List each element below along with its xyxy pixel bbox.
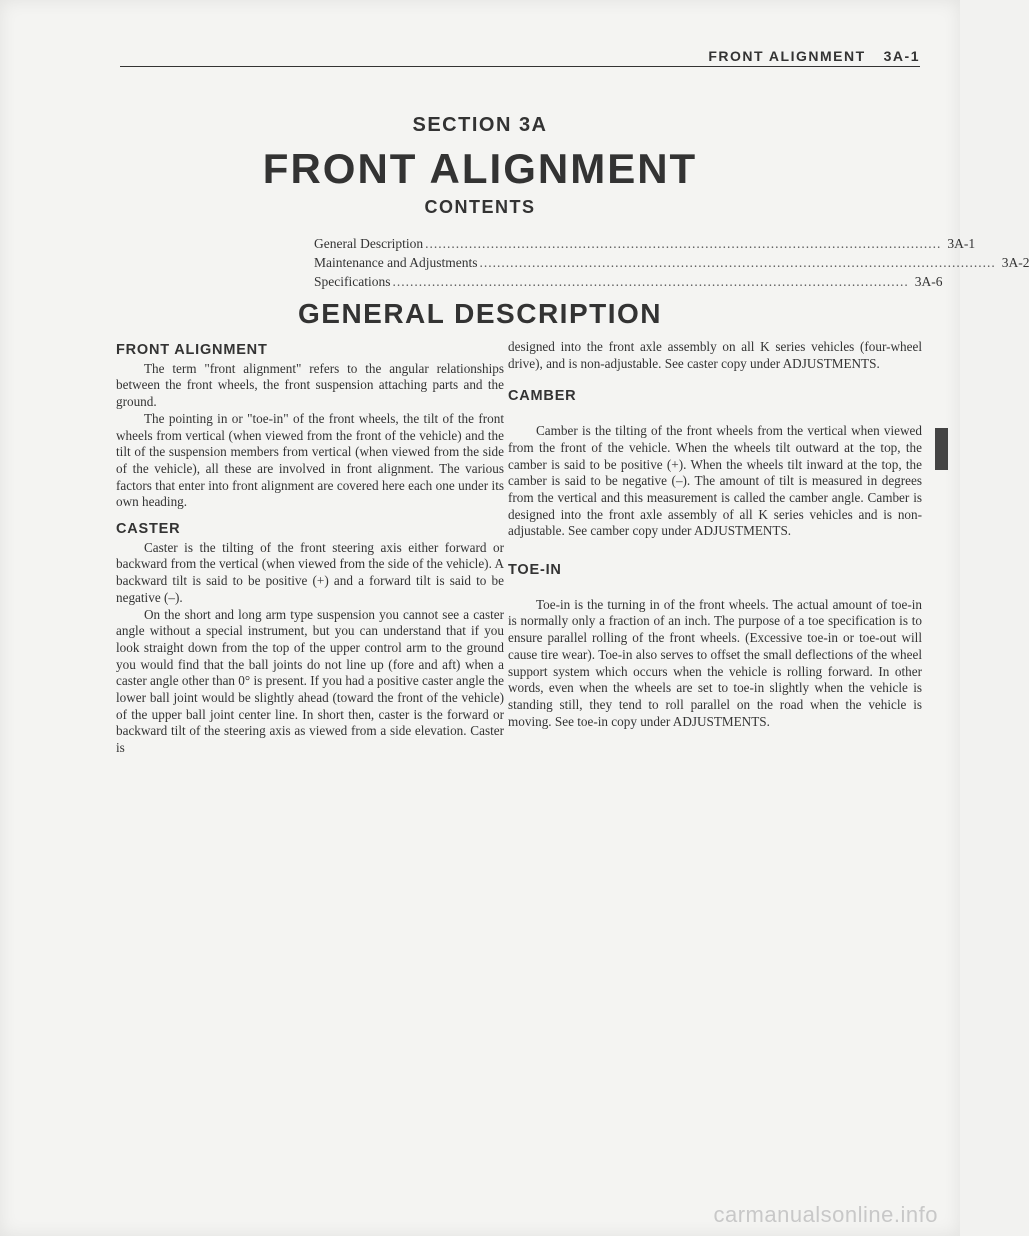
general-description-heading: GENERAL DESCRIPTION [297, 298, 663, 329]
paragraph: On the short and long arm type suspension you cannot see a caster angle without a special instrument, but you can understand that if you look straight down from the top of the upper control arm to the ground you would find that the ball joints do not line up (fore and aft) when a caster angle other than 0° is present. If you had a positive caster angle the lower ball joint would be slightly ahead (toward the front of the vehicle) of the upper ball joint center line. In short then, caster is the forward or backward tilt of the steering axis as viewed from a side elevation. Caster is [116, 606, 504, 756]
section-tab-marker [935, 428, 948, 470]
paragraph: Camber is the tilting of the front wheels from the vertical when viewed from the front of the vehicle. When the wheels tilt outward at the top, the camber is said to be positive (+). When the wheels tilt inward at the top, the camber is said to be negative (–). The amount of tilt is measured in degrees from the vertical and this measurement is called the camber angle. Camber is designed into the front axle assembly of all K series vehicles and is non-adjustable. See camber copy under ADJUSTMENTS. [508, 423, 922, 539]
toc-label: General Description [314, 236, 424, 251]
toc-leader: ...................................................................................................................... [425, 236, 942, 251]
contents-heading: CONTENTS [424, 197, 536, 217]
toc-label: Maintenance and Adjustments [314, 255, 478, 270]
header-title: FRONT ALIGNMENT [708, 48, 866, 64]
toc-label: Specifications [314, 274, 391, 289]
toc-leader: ...................................................................................................................... [392, 274, 909, 289]
toc-page: 3A-6 [914, 274, 943, 289]
toc-page: 3A-2 [1001, 255, 1029, 270]
section-label: SECTION 3A [412, 114, 548, 136]
toe-in-subheading: TOE-IN [508, 562, 562, 579]
paragraph: The term "front alignment" refers to the angular relationships between the front wheels, the front suspension attaching parts and the ground. [116, 360, 504, 410]
page-title: FRONT ALIGNMENT [262, 145, 698, 192]
header-page-number: 3A-1 [883, 48, 920, 64]
paragraph: Caster is the tilting of the front steering axis either forward or backward from the vertical (when viewed from the side of the vehicle). A backward tilt is said to be positive (+) and a forward tilt is said to be negative (–). [116, 539, 504, 605]
right-column [508, 339, 922, 730]
toc-entry-specifications[interactable] [314, 274, 943, 293]
running-header [120, 44, 920, 67]
table-of-contents [314, 236, 1029, 293]
paragraph: designed into the front axle assembly on all K series vehicles (four-wheel drive), and is non-adjustable. See caster copy under ADJUSTMENTS. [508, 339, 922, 371]
paragraph: The pointing in or "toe-in" of the front wheels, the tilt of the front wheels from vertical (when viewed from the front of the vehicle) and the tilt of the suspension members from vertical (when viewed from the side of the vehicle), all these are involved in front alignment. The various factors that enter into front alignment are covered here each one under its own heading. [116, 410, 504, 510]
toc-entry-general-description[interactable] [314, 236, 976, 255]
left-column [116, 342, 504, 757]
front-alignment-subheading: FRONT ALIGNMENT [116, 342, 268, 358]
paragraph: Toe-in is the turning in of the front wheels. The actual amount of toe-in is normally only a fraction of an inch. The purpose of a toe specification is to ensure parallel rolling of the front wheels. (Excessive toe-in or toe-out will cause tire wear). Toe-in also serves to offset the small deflections of the wheel support system which occurs when the vehicle is rolling forward. In other words, even when the wheels are set to toe-in slightly when the vehicle is standing still, they tend to roll parallel on the road when the vehicle is moving. See toe-in copy under ADJUSTMENTS. [508, 596, 922, 729]
camber-subheading: CAMBER [508, 388, 577, 405]
toc-page: 3A-1 [947, 236, 976, 251]
toc-leader: ...................................................................................................................... [479, 255, 996, 270]
toc-entry-maintenance[interactable] [314, 255, 1029, 274]
caster-subheading: CASTER [116, 521, 181, 538]
watermark: carmanualsonline.info [713, 1202, 938, 1227]
